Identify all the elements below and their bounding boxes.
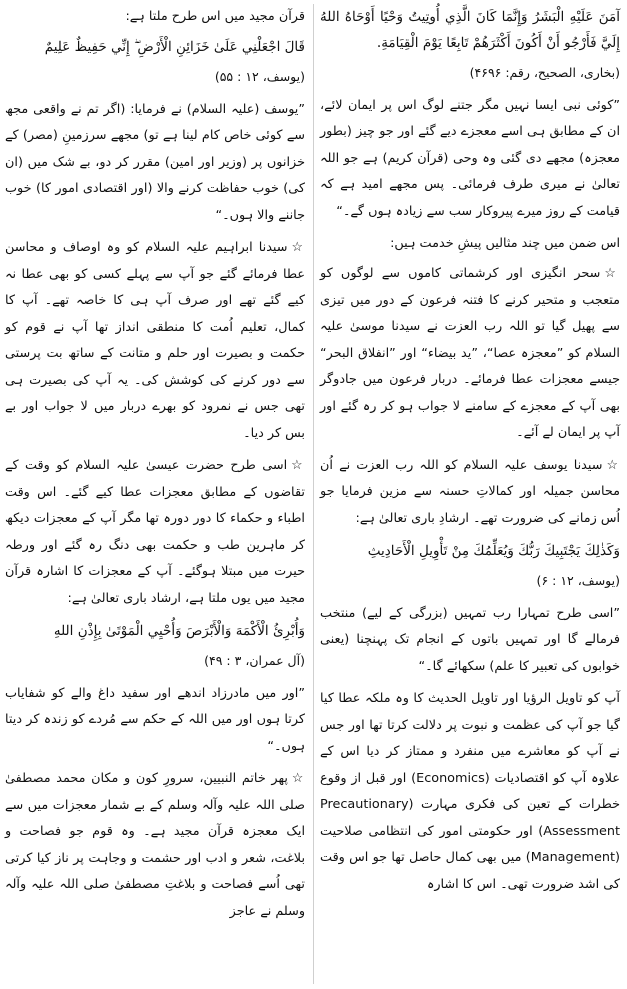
star-bullet-icon: ☆ — [291, 240, 305, 255]
quran-verse: وَكَذٰلِكَ يَجْتَبِيكَ رَبُّكَ وَيُعَلِّمُكَ مِنْ تَأْوِيلِ الْأَحَادِيثِ — [367, 543, 620, 559]
quran-intro: قرآن مجید میں اس طرح ملتا ہے: — [125, 9, 305, 24]
arabic-hadith-text: آمَنَ عَلَيْهِ الْبَشَرُ وَإِنَّمَا كَانَ الَّذِي أُوتِيتُ وَحْيًا أَوْحَاهُ اللهُ إِلَيَّ فَأَرْجُو أَنْ أَكُونَ أَكْثَرَهُمْ تَابِعًا يَوْمَ الْقِيَامَةِ. — [320, 9, 620, 51]
quran-verse: وَأُبْرِئُ الْأَكْمَهَ وَالْأَبْرَصَ وَأُحْيِي الْمَوْتَىٰ بِإِذْنِ اللهِ — [53, 623, 305, 639]
verse-translation: ”اسی طرح تمہارا رب تمہیں (بزرگی کے لیے) منتخب فرمالے گا اور تمہیں باتوں کے انجام تک پہنچنا (یعنی خوابوں کی تعبیر کا علم) سکھائے گا۔“ — [320, 605, 620, 674]
moses-text: سحر انگیزی اور کرشماتی کاموں سے لوگوں کو متعجب و متحیر کرنے کا فتنہ فرعون کے دور میں تیزی سے پھیل گیا تو اللہ رب العزت نے سیدنا موسیٰ علیہ السلام کو ”معجزہ عصا“، ”ید بیضاء“ اور ”انفلاق البحر“ جیسے معجزات عطا فرمائے۔ دربار فرعون میں جادوگر بھی آپ کے معجزے کے سامنے لا جواب ہو کر رہ گئے اور آپ پر ایمان لے آئے۔ — [320, 266, 620, 440]
hadith-reference: (بخاری، الصحیح، رقم: ۴۶۹۶) — [469, 65, 620, 80]
joseph-text: سیدنا یوسف علیہ السلام کو اللہ رب العزت نے اُن محاسن جمیلہ اور کمالاتِ حسنہ سے مزین فرمایا جو اُس زمانے کی ضرورت تھے۔ ارشادِ باری تعالیٰ ہے: — [320, 457, 620, 526]
examples-intro: اس ضمن میں چند مثالیں پیشِ خدمت ہیں: — [390, 236, 620, 251]
star-bullet-icon: ☆ — [291, 771, 305, 786]
jesus-text: اسی طرح حضرت عیسیٰ علیہ السلام کو وقت کے تقاضوں کے مطابق معجزات عطا کیے گئے۔ اس وقت اطباء و حکماء کا دور دورہ تھا مگر آپ کے معجزات دیکھ کر ماہرین طب و حکمت بھی دنگ رہ گئے اور ورطہ حیرت میں مبتلا ہوگئے۔ آپ کے معجزات کا اشارہ قرآن مجید میں یوں ملتا ہے، ارشاد باری تعالیٰ ہے: — [5, 458, 305, 606]
abraham-text: سیدنا ابراہیم علیہ السلام کو وہ اوصاف و محاسن عطا فرمائے گئے جو آپ سے پہلے کسی کو بھی عطا نہ کیے گئے تھے اور صرف آپ ہی کا خاصہ تھے۔ آپ کا کمال، تعلیم اُمت کا منطقی انداز تھا آپ نے قوم کو حکمت و بصیرت اور حلم و متانت کے ساتھ بت پرستی سے دور کرنے کی کوشش کی۔ یہ آپ کی بصیرت ہی تھی جس نے نمرود کو بھرے دربار میں لا جواب اور بے بس کر دیا۔ — [5, 240, 305, 441]
joseph-paragraph — [320, 453, 620, 533]
prophet-muhammad-text: پھر خاتم النبیین، سرورِ کون و مکان محمد مصطفیٰ صلی اللہ علیہ وآلہ وسلم کے بے شمار معجزات میں سے ایک معجزہ قرآن مجید ہے۔ وہ قوم جو فصاحت و بلاغت، شعر و ادب اور حشمت و وجاہت پر ناز کیا کرتی تھی اُسے فصاحت و بلاغتِ مصطفیٰ صلی اللہ علیہ وآلہ وسلم نے عاجز — [5, 771, 305, 919]
hadith-translation: ”کوئی نبی ایسا نہیں مگر جتنے لوگ اس پر ایمان لائے، ان کے مطابق ہی اسے معجزے دیے گئے اور جو چیز (بطور معجزہ) مجھے دی گئی وہ وحی (قرآن کریم) ہے جو اللہ تعالیٰ نے میری طرف فرمائی۔ پس مجھے امید ہے کہ قیامت کے روز میرے پیروکار سب سے زیادہ ہوں گے۔“ — [320, 97, 620, 219]
column-divider — [313, 4, 314, 984]
right-column — [320, 4, 620, 904]
quran-verse: قَالَ اجْعَلْنِي عَلَىٰ خَزَائِنِ الْأَرْضِ ۖ إِنِّي حَفِيظٌ عَلِيمٌ — [44, 39, 305, 55]
moses-paragraph — [320, 261, 620, 447]
verse-reference: (یوسف، ۱۲ : ۵۵) — [214, 69, 305, 84]
prophet-muhammad-paragraph — [5, 766, 305, 925]
star-bullet-icon: ☆ — [606, 457, 620, 473]
jesus-paragraph — [5, 453, 305, 612]
joseph-qualities-paragraph: آپ کو تاویل الرؤیا اور تاویل الحدیث کا وہ ملکہ عطا کیا گیا جو آپ کی عظمت و نبوت پر دلالت کرتا تھا اور جس نے آپ کو معاشرے میں منفرد و ممتاز کر دیا اس کے علاوہ آپ کو اقتصادیات (Economics) اور قبل از وقوع خطرات کے تعین کی فکری مہارت (Precautionary Assessment) اور حکومتی امور کی انتظامی صلاحیت (Management) میں بھی کمال حاصل تھا جو اس وقت کی اشد ضرورت تھی۔ اس کا اشارہ — [320, 691, 620, 892]
star-bullet-icon: ☆ — [604, 266, 620, 281]
verse-translation: ”اور میں مادرزاد اندھے اور سفید داغ والے کو شفایاب کرتا ہوں اور میں اللہ کے حکم سے مُردے کو زندہ کر دیتا ہوں۔“ — [5, 685, 305, 754]
abraham-paragraph — [5, 235, 305, 447]
verse-translation: ”یوسف (علیہ السلام) نے فرمایا: (اگر تم نے واقعی مجھ سے کوئی خاص کام لینا ہے تو) مجھے سرزمینِ (مصر) کے خزانوں پر (وزیر اور امین) مقرر کر دو، بے شک میں (ان کی) خوب حفاظت کرنے والا (اور اقتصادی امور کا) خوب جاننے والا ہوں۔“ — [5, 101, 305, 223]
verse-reference: (آل عمران، ۳ : ۴۹) — [204, 653, 305, 668]
left-column — [5, 4, 305, 931]
star-bullet-icon: ☆ — [291, 458, 305, 473]
verse-reference: (یوسف، ۱۲ : ۶) — [536, 573, 620, 588]
